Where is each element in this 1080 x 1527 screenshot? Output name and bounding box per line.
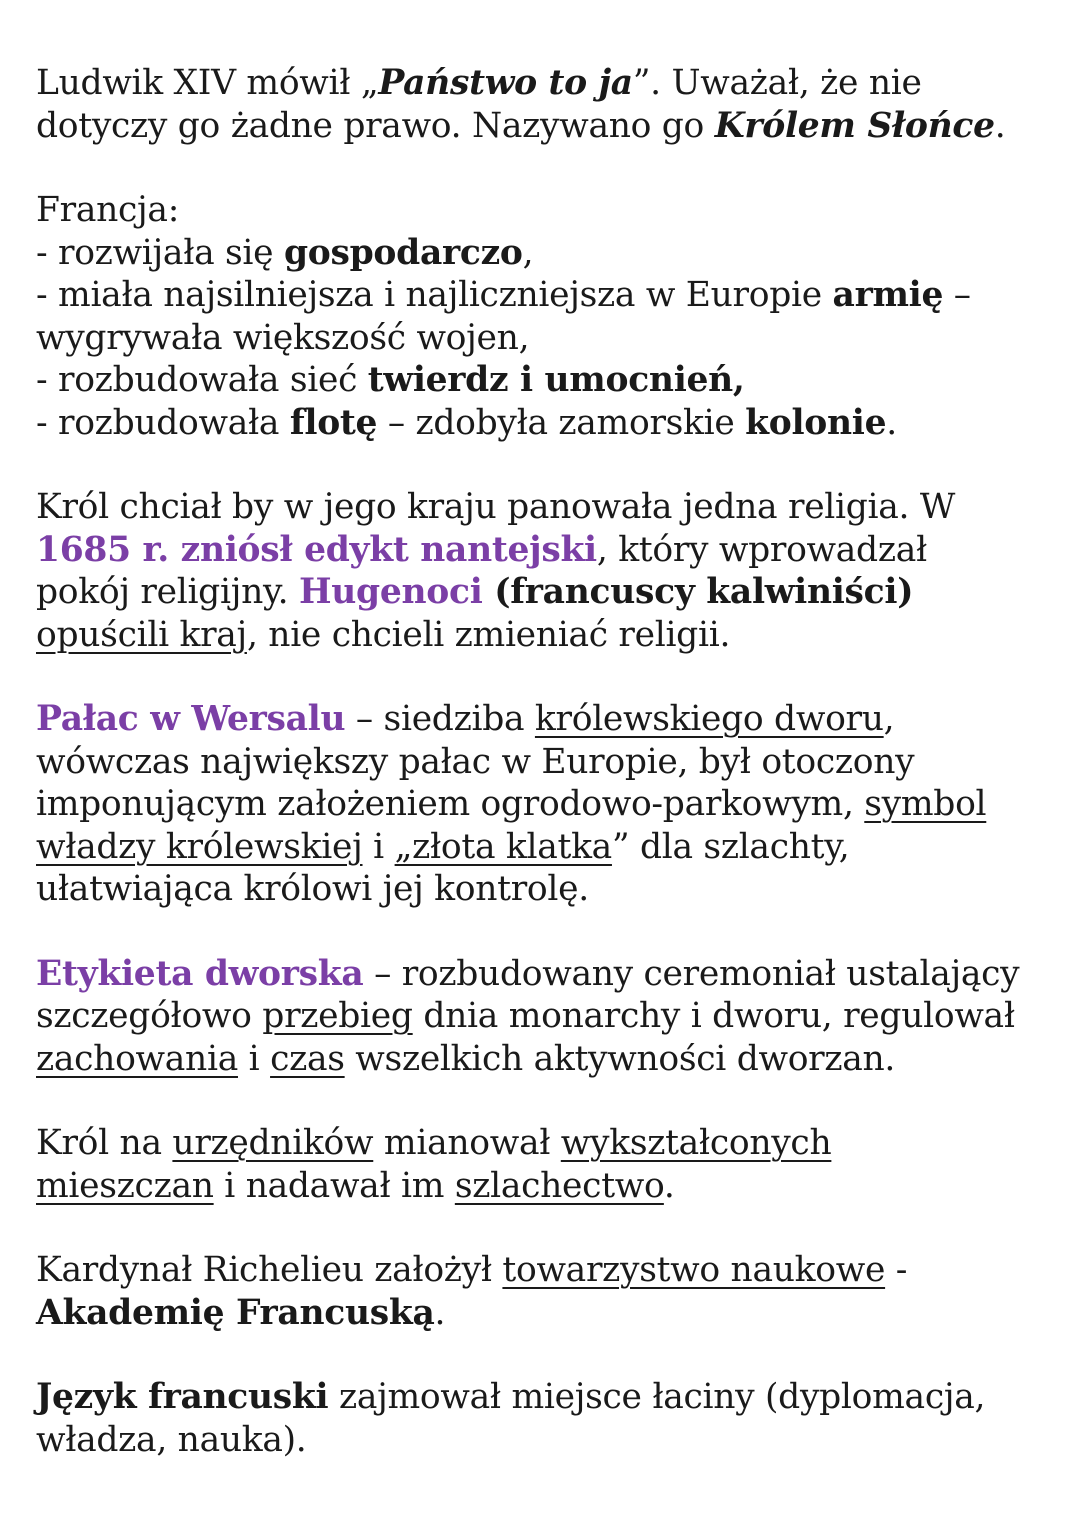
term-kalwinisci: francuscy kalwiniści [510,572,898,612]
line: Kardynał Richelieu założył towarzystwo naukowe - [36,1250,908,1290]
line: 1685 r. zniósł edykt nantejski, który wprowadzał [36,529,927,570]
underlined-wladzy: władzy królewskiej [36,826,363,867]
line: Etykieta dworska – rozbudowany ceremoniał ustalający [36,953,1020,994]
line: Język francuski zajmował miejsce łaciny (dyplomacja, [36,1377,986,1417]
line: opuścili kraj, nie chcieli zmieniać religii. [36,614,731,655]
list-item: - rozbudowała flotę – zdobyła zamorskie kolonie. [36,402,897,443]
text: dotyczy go żadne prawo. Nazywano go [36,105,715,146]
notes-page [36,62,1056,1461]
term-hugenoci: Hugenoci [298,572,483,612]
line: ułatwiająca królowi jej kontrolę. [36,869,589,909]
paragraph-akademia [36,1249,1056,1334]
term-edykt-nantejski: 1685 r. zniósł edykt nantejski [36,529,597,570]
term-akademia: Akademię Francuską [36,1292,435,1333]
term-armie: armię [832,275,944,315]
paragraph-ludwik [36,62,1056,147]
term-palac-wersal: Pałac w Wersalu [36,699,346,739]
underlined-urzednikow: urzędników [172,1123,374,1163]
line: zachowania i czas wszelkich aktywności dworzan. [36,1038,896,1079]
line: imponującym założeniem ogrodowo-parkowym, symbol [36,784,987,824]
line: wówczas największy pałac w Europie, był otoczony [36,741,915,782]
paragraph-jezyk [36,1376,1056,1461]
paragraph-wersal [36,698,1056,911]
term-etykieta: Etykieta dworska [36,953,364,994]
underlined-przebieg: przebieg [262,996,413,1036]
text: ”. Uważał, że nie [632,63,922,103]
line: władzy królewskiej i „złota klatka” dla szlachty, [36,826,850,867]
francja-heading: Francja: [36,190,180,230]
line: władza, nauka). [36,1419,307,1460]
krol-slonce-term: Królem Słońce [714,105,995,146]
line: szczegółowo przebieg dnia monarchy i dworu, regulował [36,996,1015,1036]
line: Król chciał by w jego kraju panowała jedna religia. W [36,487,956,527]
underlined-zlota-klatka: „złota klatka [394,826,612,867]
underlined-zachowania: zachowania [36,1038,238,1079]
line: Pałac w Wersalu – siedziba królewskiego dworu, [36,699,895,739]
text: . [994,105,1006,146]
paragraph-francja [36,189,1056,444]
line [36,62,1056,105]
paragraph-etykieta [36,953,1056,1081]
term-kolonie: kolonie [745,402,887,443]
paragraph-religia [36,486,1056,656]
term-jezyk-francuski: Język francuski [36,1377,329,1417]
underlined-dwor: królewskiego dworu [534,699,884,739]
underlined-opuscili: opuścili kraj [36,614,247,655]
list-item: - rozwijała się gospodarczo, [36,232,534,273]
line: Król na urzędników mianował wykształconych [36,1123,832,1163]
line: Akademię Francuską. [36,1292,446,1333]
list-item: - rozbudowała sieć twierdz i umocnień, [36,360,745,400]
underlined-szlachectwo: szlachectwo [454,1165,664,1206]
underlined-towarzystwo: towarzystwo naukowe [502,1250,886,1290]
line: mieszczan i nadawał im szlachectwo. [36,1165,675,1206]
term-gospodarczo: gospodarczo [283,232,523,273]
list-item: - miała najsilniejsza i najliczniejsza w Europie armię – [36,275,971,315]
quote-panstwo: Państwo to ja [378,63,633,103]
list-item-continuation: wygrywała większość wojen, [36,317,530,358]
text: Ludwik XIV mówił „ [36,63,379,103]
line [36,105,1056,148]
term-twierdz: twierdz i umocnień, [367,360,745,400]
line: pokój religijny. Hugenoci (francuscy kalwiniści) [36,572,914,612]
paragraph-urzednicy [36,1122,1056,1207]
underlined-czas: czas [270,1038,345,1079]
underlined-mieszczan: mieszczan [36,1165,214,1206]
underlined-wyksztalconych: wykształconych [560,1123,832,1163]
underlined-symbol: symbol [864,784,987,824]
term-flote: flotę [289,402,378,443]
